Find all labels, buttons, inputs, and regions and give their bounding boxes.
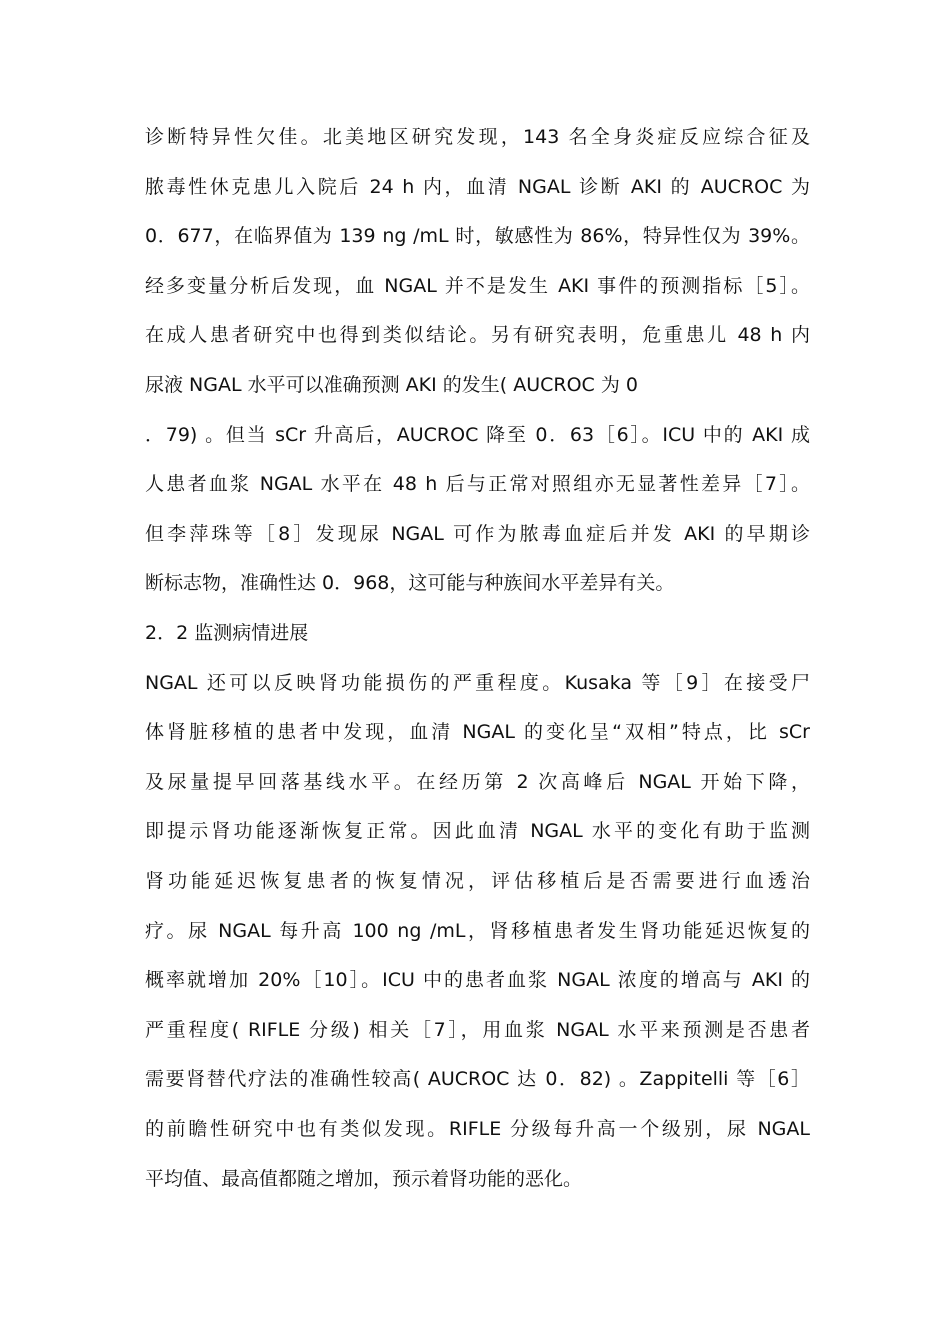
text-line: 疗。尿 NGAL 每升高 100 ng /mL，肾移植患者发生肾功能延迟恢复的 <box>145 920 810 942</box>
text-line: 尿液 NGAL 水平可以准确预测 AKI 的发生( AUCROC 为 0 <box>145 374 638 396</box>
text-line: 断标志物，准确性达 0．968，这可能与种族间水平差异有关。 <box>145 572 675 594</box>
text-line: 脓毒性休克患儿入院后 24 h 内，血清 NGAL 诊断 AKI 的 AUCROC 为 <box>145 176 810 198</box>
text-line: NGAL 还可以反映肾功能损伤的严重程度。Kusaka 等［9］在接受尸 <box>145 672 810 694</box>
text-line: 严重程度( RIFLE 分级) 相关［7］，用血浆 NGAL 水平来预测是否患者 <box>145 1019 810 1041</box>
text-line: 体肾脏移植的患者中发现，血清 NGAL 的变化呈“双相”特点，比 sCr <box>145 721 810 743</box>
text-line: 及尿量提早回落基线水平。在经历第 2 次高峰后 NGAL 开始下降， <box>145 771 810 793</box>
text-line: ．79) 。但当 sCr 升高后，AUCROC 降至 0．63［6］。ICU 中的 AKI 成 <box>145 424 810 446</box>
text-line: 平均值、最高值都随之增加，预示着肾功能的恶化。 <box>145 1168 583 1190</box>
section-heading: 2．2 监测病情进展 <box>145 622 309 644</box>
text-line: 即提示肾功能逐渐恢复正常。因此血清 NGAL 水平的变化有助于监测 <box>145 820 810 842</box>
text-line: 概率就增加 20%［10］。ICU 中的患者血浆 NGAL 浓度的增高与 AKI 的 <box>145 969 810 991</box>
text-line: 0．677，在临界值为 139 ng /mL 时，敏感性为 86%，特异性仅为 39%。 <box>145 225 810 247</box>
text-line: 经多变量分析后发现，血 NGAL 并不是发生 AKI 事件的预测指标［5］。 <box>145 275 810 297</box>
text-line: 人患者血浆 NGAL 水平在 48 h 后与正常对照组亦无显著性差异［7］。 <box>145 473 810 495</box>
text-line: 肾功能延迟恢复患者的恢复情况，评估移植后是否需要进行血透治 <box>145 870 810 892</box>
text-line: 的前瞻性研究中也有类似发现。RIFLE 分级每升高一个级别，尿 NGAL <box>145 1118 810 1140</box>
text-line: 需要肾替代疗法的准确性较高( AUCROC 达 0．82) 。Zappitelli 等［6］ <box>145 1068 810 1090</box>
text-line: 但李萍珠等［8］发现尿 NGAL 可作为脓毒血症后并发 AKI 的早期诊 <box>145 523 810 545</box>
text-line: 在成人患者研究中也得到类似结论。另有研究表明，危重患儿 48 h 内 <box>145 324 810 346</box>
text-line: 诊断特异性欠佳。北美地区研究发现，143 名全身炎症反应综合征及 <box>145 126 810 148</box>
